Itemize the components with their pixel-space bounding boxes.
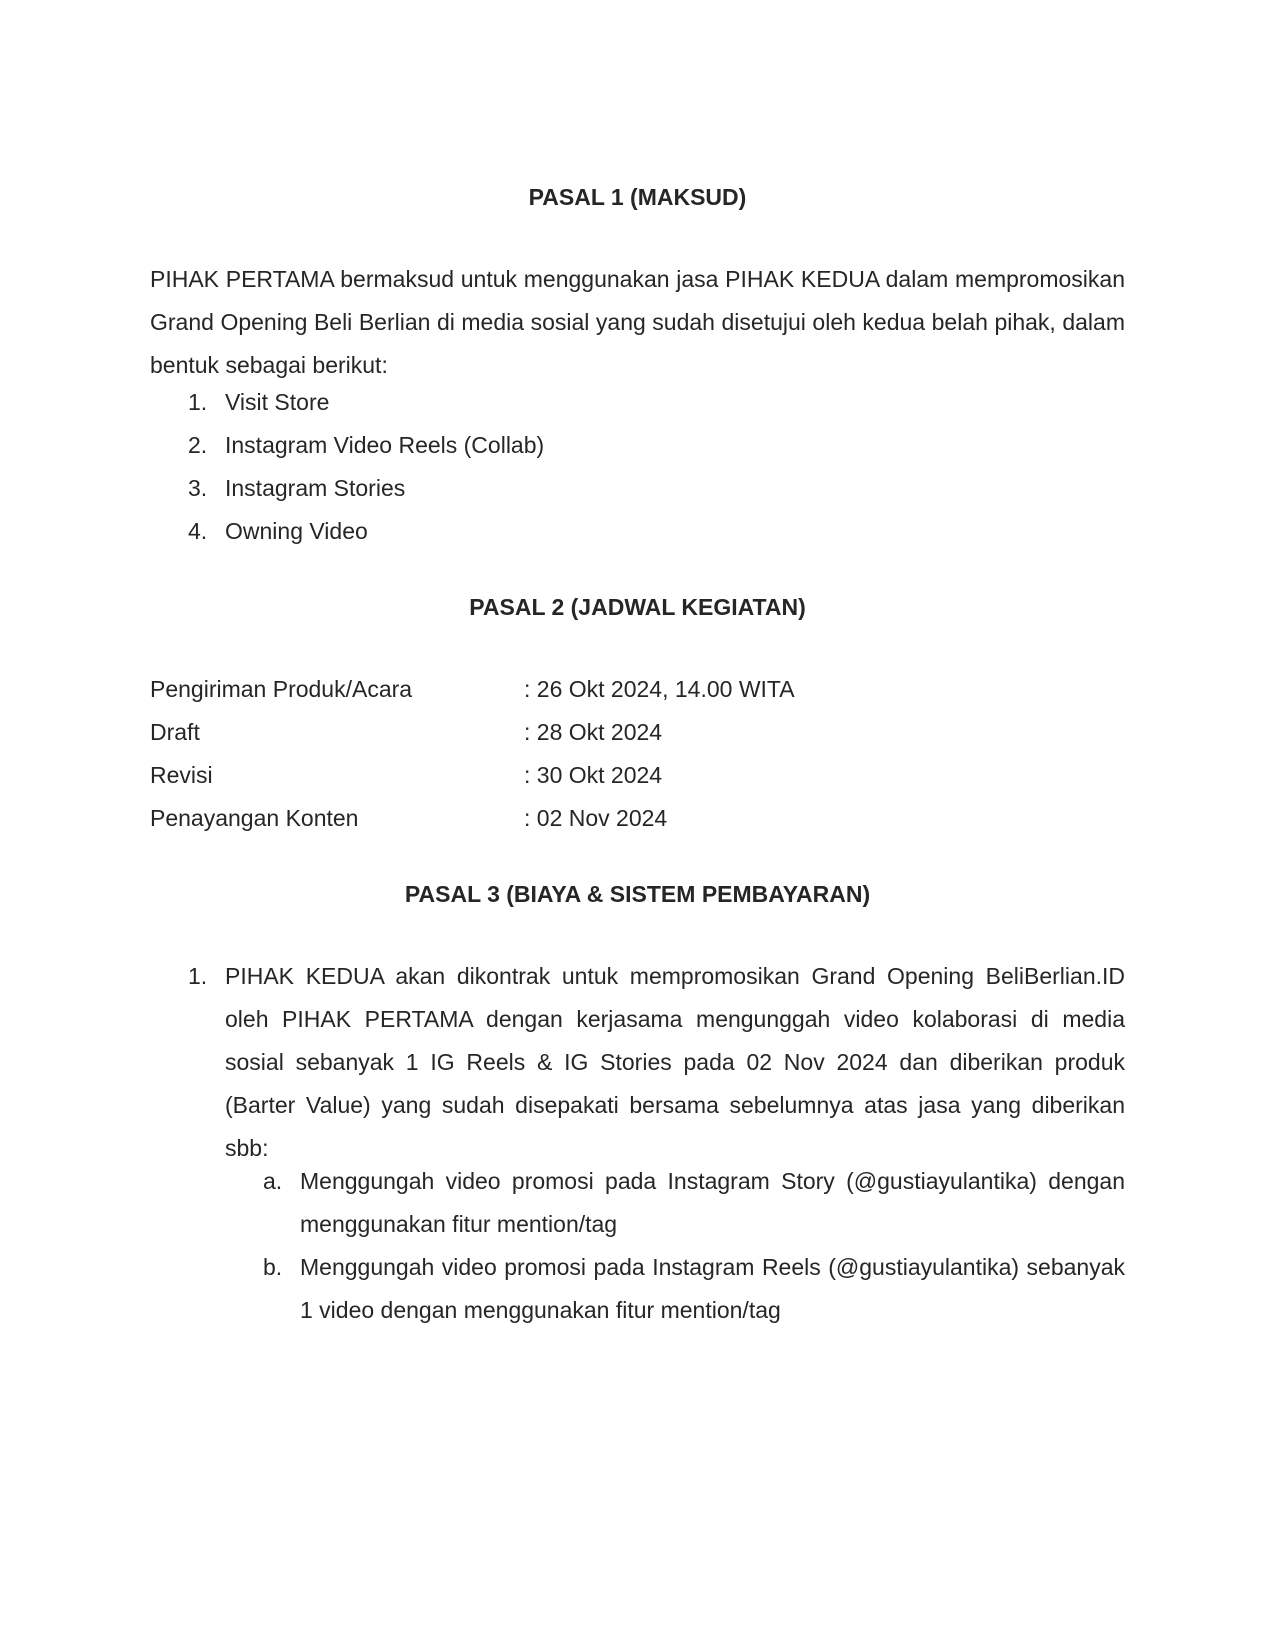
- schedule-row: [150, 668, 1125, 711]
- list-item-number: 4.: [188, 518, 208, 544]
- schedule-label: Penayangan Konten: [150, 805, 359, 831]
- list-item-number: 3.: [188, 475, 208, 501]
- schedule-value: : 02 Nov 2024: [524, 805, 668, 831]
- subitem-text: Menggungah video promosi pada Instagram Reels (@gustiayulantika) sebanyak 1 video dengan menggunakan fitur mention/tag: [300, 1254, 1125, 1323]
- list-item-text: Visit Store: [225, 389, 330, 415]
- schedule-label: Pengiriman Produk/Acara: [150, 676, 413, 702]
- subitem-text: Menggungah video promosi pada Instagram Story (@gustiayulantika) dengan menggunakan fitur mention/tag: [300, 1168, 1125, 1237]
- list-item: [150, 424, 1125, 467]
- schedule-label: Draft: [150, 719, 200, 745]
- list-item-number: 1.: [188, 963, 208, 989]
- list-item: [150, 381, 1125, 424]
- schedule-table: [150, 668, 1125, 840]
- subitem-letter: b.: [263, 1254, 283, 1280]
- pasal-3-item-1-text: PIHAK KEDUA akan dikontrak untuk mempromosikan Grand Opening BeliBerlian.ID oleh PIHAK PERTAMA dengan kerjasama mengunggah video kolaborasi di media sosial sebanyak 1 IG Reels & IG Stories pada 02 Nov 2024 dan diberikan produk (Barter Value) yang sudah disepakati bersama sebelumnya atas jasa yang diberikan sbb:: [225, 963, 1125, 1161]
- list-item: [150, 510, 1125, 553]
- list-item-text: Owning Video: [225, 518, 368, 544]
- schedule-value: : 30 Okt 2024: [524, 762, 663, 788]
- pasal-3-heading: PASAL 3 (BIAYA & SISTEM PEMBAYARAN): [404, 881, 871, 907]
- document-page: [150, 0, 1125, 1650]
- pasal-2-heading: PASAL 2 (JADWAL KEGIATAN): [469, 594, 806, 620]
- pasal-1-paragraph: PIHAK PERTAMA bermaksud untuk menggunakan jasa PIHAK KEDUA dalam mempromosikan Grand Opening Beli Berlian di media sosial yang sudah disetujui oleh kedua belah pihak, dalam bentuk sebagai berikut:: [150, 266, 1125, 378]
- pasal-1-heading: PASAL 1 (MAKSUD): [528, 184, 747, 210]
- schedule-value: : 28 Okt 2024: [524, 719, 663, 745]
- subitem-letter: a.: [263, 1168, 283, 1194]
- list-item-number: 1.: [188, 389, 208, 415]
- list-item-text: Instagram Video Reels (Collab): [225, 432, 545, 458]
- schedule-value: : 26 Okt 2024, 14.00 WITA: [524, 676, 795, 702]
- schedule-row: [150, 797, 1125, 840]
- list-item: [150, 467, 1125, 510]
- pasal-1-list: [150, 381, 1125, 553]
- schedule-label: Revisi: [150, 762, 213, 788]
- schedule-row: [150, 711, 1125, 754]
- list-item-number: 2.: [188, 432, 208, 458]
- list-item-text: Instagram Stories: [225, 475, 406, 501]
- schedule-row: [150, 754, 1125, 797]
